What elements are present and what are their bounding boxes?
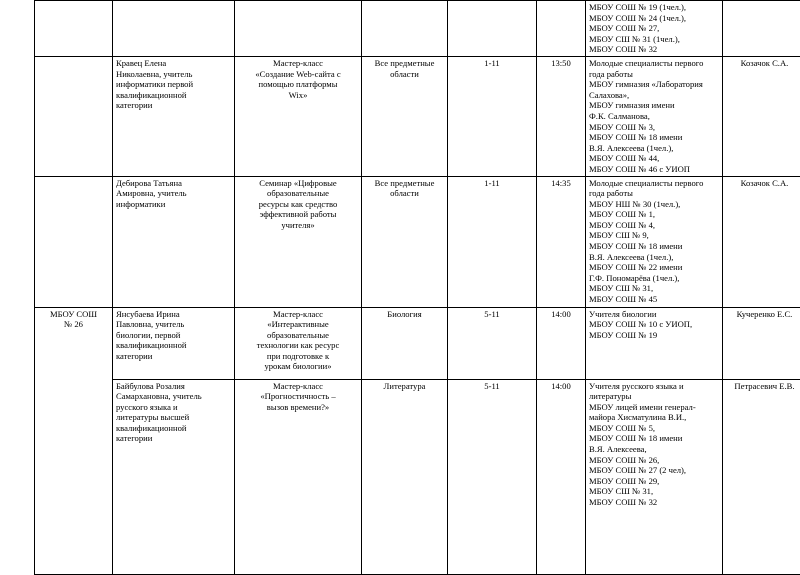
event-cell: Семинар «Цифровые образовательные ресурсы как средство эффективной работы учителя» — [235, 176, 362, 307]
event-cell: Мастер-класс «Интерактивные образовательные технологии как ресурс при подготовке к урокам биологии» — [235, 307, 362, 379]
teacher-cell — [113, 1, 235, 57]
event-cell: Мастер-класс «Создание Web-сайта с помощью платформы Wix» — [235, 56, 362, 176]
teacher-cell: Дебирова Татьяна Амировна, учитель информатики — [113, 176, 235, 307]
participants-cell: Учителя биологии МБОУ СОШ № 10 с УИОП, МБОУ СОШ № 19 — [586, 307, 723, 379]
event-cell: Мастер-класс «Прогностичность – вызов времени?» — [235, 379, 362, 574]
participants-cell: Учителя русского языка и литературы МБОУ лицей имени генерал- майора Хисматулина В.И., МБОУ СОШ № 5, МБОУ СОШ № 18 имени В.Я. Алексеева, МБОУ СОШ № 26, МБОУ СОШ № 27 (2 чел), МБОУ СОШ № 29, МБОУ СШ № 31, МБОУ СОШ № 32 — [586, 379, 723, 574]
participants-cell: Молодые специалисты первого года работы МБОУ НШ № 30 (1чел.), МБОУ СОШ № 1, МБОУ СОШ № 4, МБОУ СШ № 9, МБОУ СОШ № 18 имени В.Я. Алексеева (1чел.), МБОУ СОШ № 22 имени Г.Ф. Пономарёва (1чел.), МБОУ СШ № 31, МБОУ СОШ № 45 — [586, 176, 723, 307]
table-row — [35, 176, 800, 307]
teacher-cell: Кравец Елена Николаевна, учитель информатики первой квалификационной категории — [113, 56, 235, 176]
grades-cell: 1-11 — [448, 176, 537, 307]
subject-cell: Все предметные области — [362, 176, 448, 307]
school-cell — [35, 56, 113, 176]
grades-cell — [448, 1, 537, 57]
time-cell: 13:50 — [537, 56, 586, 176]
school-cell — [35, 176, 113, 307]
subject-cell: Литература — [362, 379, 448, 574]
table-row — [35, 307, 800, 379]
time-cell — [537, 1, 586, 57]
responsible-cell: Козачок С.А. — [723, 176, 800, 307]
grades-cell: 1-11 — [448, 56, 537, 176]
event-cell — [235, 1, 362, 57]
table-row — [35, 1, 800, 57]
time-cell: 14:00 — [537, 379, 586, 574]
time-cell: 14:00 — [537, 307, 586, 379]
participants-cell: МБОУ СОШ № 19 (1чел.), МБОУ СОШ № 24 (1чел.), МБОУ СОШ № 27, МБОУ СШ № 31 (1чел.), МБОУ СОШ № 32 — [586, 1, 723, 57]
responsible-cell — [723, 1, 800, 57]
participants-cell: Молодые специалисты первого года работы МБОУ гимназия «Лаборатория Салахова», МБОУ гимназия имени Ф.К. Салманова, МБОУ СОШ № 3, МБОУ СОШ № 18 имени В.Я. Алексеева (1чел.), МБОУ СОШ № 44, МБОУ СОШ № 46 с УИОП — [586, 56, 723, 176]
time-cell: 14:35 — [537, 176, 586, 307]
table-row — [35, 379, 800, 574]
teacher-cell: Янсубаева Ирина Павловна, учитель биологии, первой квалификационной категории — [113, 307, 235, 379]
subject-cell: Биология — [362, 307, 448, 379]
grades-cell: 5-11 — [448, 307, 537, 379]
grades-cell: 5-11 — [448, 379, 537, 574]
schedule-table — [34, 0, 800, 575]
table-row — [35, 56, 800, 176]
school-cell: МБОУ СОШ № 26 — [35, 307, 113, 574]
responsible-cell: Кучеренко Е.С. — [723, 307, 800, 379]
school-cell — [35, 1, 113, 57]
responsible-cell: Петрасевич Е.В. — [723, 379, 800, 574]
teacher-cell: Байбулова Розалия Самархановна, учитель русского языка и литературы высшей квалификационной категории — [113, 379, 235, 574]
subject-cell: Все предметные области — [362, 56, 448, 176]
subject-cell — [362, 1, 448, 57]
responsible-cell: Козачок С.А. — [723, 56, 800, 176]
